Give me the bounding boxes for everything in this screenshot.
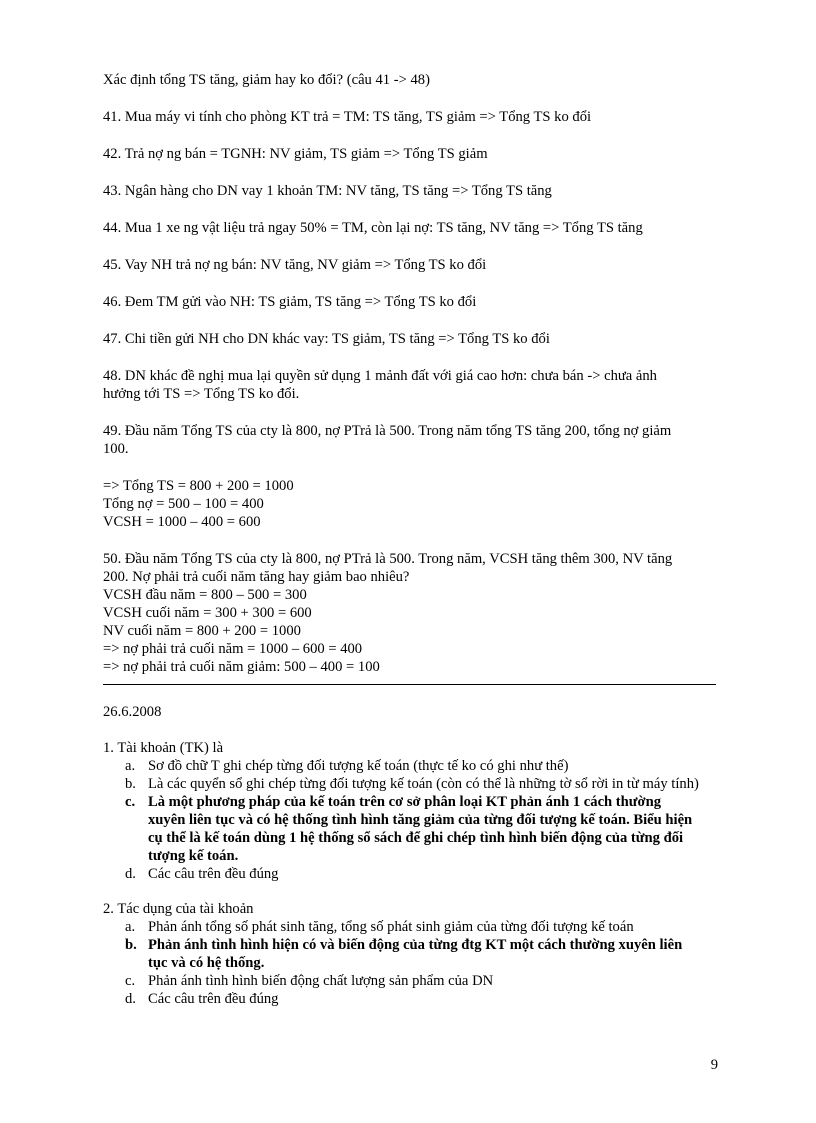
option-text: Là một phương pháp của kế toán trên cơ sở phân loại KT phản ánh 1 cách thường bbox=[148, 794, 662, 810]
option-text: Phản ánh tình hình biến động chất lượng sản phẩm của DN bbox=[148, 973, 494, 989]
item-44: 44. Mua 1 xe ng vật liệu trả ngay 50% = TM, còn lại nợ: TS tăng, NV tăng => Tổng TS tăng bbox=[103, 220, 643, 236]
question-title: 2. Tác dụng của tài khoản bbox=[103, 901, 254, 917]
page-number: 9 bbox=[710, 1057, 718, 1073]
item-41: 41. Mua máy vi tính cho phòng KT trả = TM: TS tăng, TS giảm => Tổng TS ko đổi bbox=[103, 109, 592, 125]
item-50-line-1: 50. Đầu năm Tổng TS của cty là 800, nợ PTrả là 500. Trong năm, VCSH tăng thêm 300, NV tăng bbox=[103, 551, 673, 567]
option-text: tượng kế toán. bbox=[148, 848, 239, 864]
option-d bbox=[103, 865, 715, 883]
page-content bbox=[103, 71, 715, 1025]
option-marker: a. bbox=[125, 919, 136, 935]
option-marker: b. bbox=[125, 776, 136, 792]
section-date: 26.6.2008 bbox=[103, 704, 162, 720]
option-marker: a. bbox=[125, 758, 136, 774]
option-list bbox=[103, 757, 715, 883]
item-49 bbox=[103, 422, 715, 458]
option-b bbox=[103, 775, 715, 793]
option-marker: b. bbox=[125, 937, 137, 953]
calc-line: => nợ phải trả cuối năm = 1000 – 600 = 400 bbox=[103, 641, 363, 657]
option-c bbox=[103, 972, 715, 990]
option-text: tục và có hệ thống. bbox=[148, 955, 265, 971]
calc-line: VCSH cuối năm = 300 + 300 = 600 bbox=[103, 605, 312, 621]
calc-line: VCSH đầu năm = 800 – 500 = 300 bbox=[103, 587, 307, 603]
item-49-line-2: 100. bbox=[103, 441, 129, 457]
option-text: xuyên liên tục và có hệ thống tình hình tăng giảm của từng đối tượng kế toán. Biểu hiện bbox=[148, 812, 693, 828]
option-list bbox=[103, 918, 715, 1008]
option-text: Phản ánh tổng số phát sinh tăng, tổng số phát sinh giảm của từng đối tượng kế toán bbox=[148, 919, 634, 935]
calc-line: NV cuối năm = 800 + 200 = 1000 bbox=[103, 623, 301, 639]
item-50 bbox=[103, 550, 715, 676]
item-47: 47. Chi tiền gửi NH cho DN khác vay: TS giảm, TS tăng => Tổng TS ko đổi bbox=[103, 331, 550, 347]
option-marker: c. bbox=[125, 794, 136, 810]
option-marker: c. bbox=[125, 973, 136, 989]
option-text: Các câu trên đều đúng bbox=[148, 991, 279, 1007]
question-1 bbox=[103, 739, 715, 883]
option-d bbox=[103, 990, 715, 1008]
option-text: Sơ đồ chữ T ghi chép từng đối tượng kế toán (thực tế ko có ghi như thế) bbox=[148, 758, 569, 774]
calc-line: Tổng nợ = 500 – 100 = 400 bbox=[103, 496, 264, 512]
item-46: 46. Đem TM gửi vào NH: TS giảm, TS tăng => Tổng TS ko đổi bbox=[103, 294, 477, 310]
option-b-correct bbox=[103, 936, 715, 972]
item-48-line-1: 48. DN khác đề nghị mua lại quyền sử dụng 1 mảnh đất với giá cao hơn: chưa bán -> chưa ảnh bbox=[103, 368, 657, 384]
item-49-calculation bbox=[103, 477, 715, 531]
option-marker: d. bbox=[125, 866, 136, 882]
option-text: Phản ánh tình hình hiện có và biến động của từng đtg KT một cách thường xuyên liên bbox=[148, 937, 683, 953]
calc-line: VCSH = 1000 – 400 = 600 bbox=[103, 514, 261, 530]
intro-text: Xác định tổng TS tăng, giảm hay ko đổi? (câu 41 -> 48) bbox=[103, 72, 430, 88]
section-divider bbox=[103, 684, 716, 685]
option-text: Là các quyển sổ ghi chép từng đối tượng kế toán (còn có thể là những tờ sổ rời in từ máy tính) bbox=[148, 776, 699, 792]
option-text: cụ thể là kế toán dùng 1 hệ thống sổ sách để ghi chép tình hình biến động của từng đối bbox=[148, 830, 684, 846]
option-text: Các câu trên đều đúng bbox=[148, 866, 279, 882]
option-marker: d. bbox=[125, 991, 136, 1007]
question-2 bbox=[103, 900, 715, 1008]
item-43: 43. Ngân hàng cho DN vay 1 khoản TM: NV tăng, TS tăng => Tổng TS tăng bbox=[103, 183, 552, 199]
calc-line: => Tổng TS = 800 + 200 = 1000 bbox=[103, 478, 294, 494]
option-a bbox=[103, 757, 715, 775]
item-45: 45. Vay NH trả nợ ng bán: NV tăng, NV giảm => Tổng TS ko đổi bbox=[103, 257, 487, 273]
option-a bbox=[103, 918, 715, 936]
calc-line: => nợ phải trả cuối năm giảm: 500 – 400 = 100 bbox=[103, 659, 380, 675]
option-c-correct bbox=[103, 793, 715, 865]
item-48 bbox=[103, 367, 715, 403]
question-title: 1. Tài khoản (TK) là bbox=[103, 740, 224, 756]
item-49-line-1: 49. Đầu năm Tổng TS của cty là 800, nợ PTrả là 500. Trong năm tổng TS tăng 200, tổng nợ giảm bbox=[103, 423, 672, 439]
item-50-line-2: 200. Nợ phải trả cuối năm tăng hay giảm bao nhiêu? bbox=[103, 569, 410, 585]
item-42: 42. Trả nợ ng bán = TGNH: NV giảm, TS giảm => Tổng TS giảm bbox=[103, 146, 488, 162]
item-48-line-2: hưởng tới TS => Tổng TS ko đổi. bbox=[103, 386, 300, 402]
